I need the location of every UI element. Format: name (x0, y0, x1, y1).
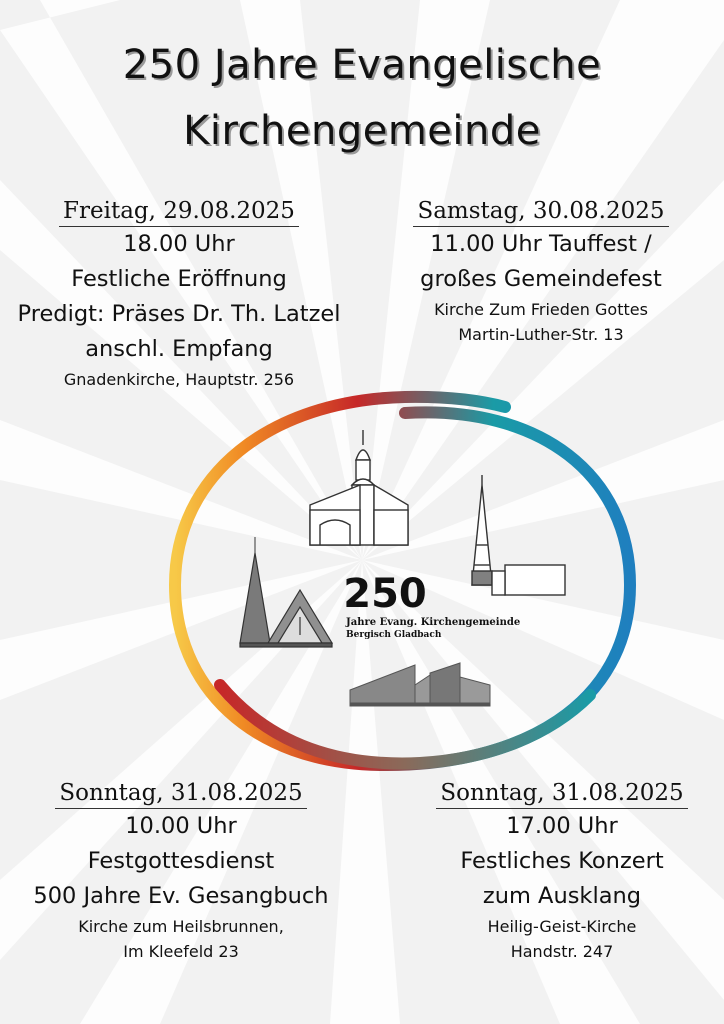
church-frieden-gottes (472, 475, 565, 595)
event-date: Samstag, 30.08.2025 (413, 198, 668, 227)
church-gnadenkirche (310, 430, 408, 545)
event-line: Festgottesdienst (87, 848, 275, 874)
event-line: großes Gemeindefest (420, 266, 662, 292)
event-location: Martin-Luther-Str. 13 (458, 325, 624, 344)
event-date: Freitag, 29.08.2025 (59, 198, 299, 227)
logo-subtitle-2: Bergisch Gladbach (346, 630, 442, 640)
event-sunday-evening (400, 780, 724, 964)
event-date: Sonntag, 31.08.2025 (55, 780, 306, 809)
event-line: 500 Jahre Ev. Gesangbuch (33, 883, 329, 909)
event-friday (0, 198, 358, 392)
event-location: Heilig-Geist-Kirche (487, 917, 637, 936)
anniversary-logo (160, 385, 640, 775)
event-time: 11.00 Uhr Tauffest / (430, 231, 652, 257)
logo-subtitle-1: Jahre Evang. Kirchengemeinde (346, 617, 521, 628)
event-date: Sonntag, 31.08.2025 (436, 780, 687, 809)
logo-number: 250 (343, 571, 427, 617)
event-time: 10.00 Uhr (125, 813, 237, 839)
event-line: Festliches Konzert (460, 848, 664, 874)
event-location: Handstr. 247 (510, 942, 614, 961)
poster-title-line2: Kirchengemeinde (183, 108, 541, 154)
event-location: Kirche Zum Frieden Gottes (434, 300, 648, 319)
event-line: Predigt: Präses Dr. Th. Latzel (17, 301, 341, 327)
event-saturday (358, 198, 724, 347)
event-time: 17.00 Uhr (506, 813, 618, 839)
poster-title-line1: 250 Jahre Evangelische (122, 42, 602, 88)
event-line: anschl. Empfang (85, 336, 273, 362)
church-heilsbrunnen (240, 537, 332, 647)
event-location: Im Kleefeld 23 (123, 942, 239, 961)
event-line: zum Ausklang (482, 883, 642, 909)
event-time: 18.00 Uhr (123, 231, 235, 257)
event-location: Gnadenkirche, Hauptstr. 256 (63, 370, 295, 389)
church-heilig-geist (350, 663, 490, 706)
event-line: Festliche Eröffnung (71, 266, 287, 292)
event-location: Kirche zum Heilsbrunnen, (78, 917, 284, 936)
event-sunday-morning (0, 780, 362, 964)
